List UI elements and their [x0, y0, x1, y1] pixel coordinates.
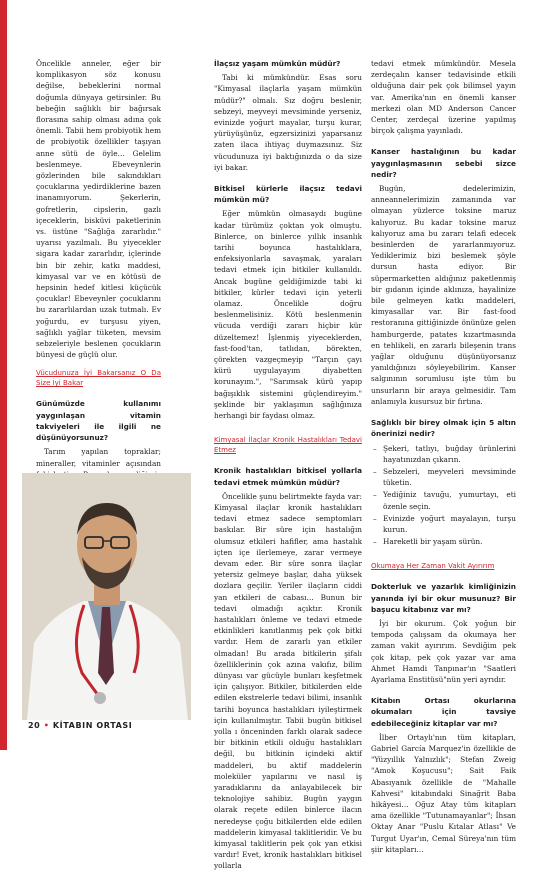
col3-answer-continued: tedavi etmek mümkündür. Mesela zerdeçalın kanser tedavisinde etkili olduğuna dair pek çok bilimsel yayın var. Amerika'nın en önemli kanser merkezi olan MD Anderson Cancer Center, zerdeçal üzerine yapılmış birçok çalışma yayınladı. — [371, 59, 516, 136]
col2-subtitle: Kimyasal İlaçlar Kronik Hastalıkları Tedavi Etmez — [214, 436, 362, 455]
page-number: 20 — [28, 721, 41, 730]
col2-answer-2: Eğer mümkün olmasaydı bugüne kadar türümüz çoktan yok olmuştu. Binlerce, on binlerce yıllık insanlık tarihi boyunca hastalıklara, enfeksiyonlarla savaşmak, yaraları tedavi etmek için bitkiler kullanıldı. Ancak bugüne geldiğimizde tabi ki bitkiler, kürler tedavi için yeterli olamaz. Öncelikle doğru beslenmelisiniz. Kötü beslenmenin vücuda verdiği zararı hiçbir kür düzeltemez! İşlenmiş yiyeceklerden, fast-food'tan, tatlıdan, börekten, çörekten vazgeçmeyip "Tarçın çayı kürü uygulayayım diyabetten korunayım.", "Sarımsak kürü yapıp bağışıklık sistemini güçlendireyim." şeklinde bir yaklaşımın sağlığınıza herhangi bir faydası olmaz. — [214, 209, 362, 421]
col2-answer-1: Tabi ki mümkündür. Esas soru "Kimyasal ilaçlarla yaşam mümkün müdür?" olmalı. Sız doğru beslenir, sebzeyi, meyveyi mevsiminde yerseniz, evinizde yoğurt mayalar, turşu kurar, yürüyüşünüz, egzersizinizi yaparsanız zaten ilaca ihtiyaç duymazsınız. Siz vücudunuza iyi baktığınızda o da size iyi bakar. — [214, 73, 362, 172]
golden-tips-list — [371, 443, 516, 548]
list-item: – Yediğiniz tavuğu, yumurtayı, eti özenle seçin. — [371, 489, 516, 511]
col3-subtitle: Okumaya Her Zaman Vakit Ayırırım — [371, 562, 495, 571]
col3-question-3: Dokterluk ve yazarlık kimliğinizin yanında iyi bir okur musunuz? Bir başucu kitabınız var mı? — [371, 582, 516, 614]
col2-question-2: Bitkisel kürlerle ilaçsız tedavi mümkün mü? — [214, 184, 362, 205]
list-item: – Hareketli bir yaşam sürün. — [371, 536, 516, 547]
column-2 — [214, 58, 362, 880]
col1-question-1: Günümüzde kullanımı yaygınlaşan vitamin takviyeleri ile ilgili ne düşünüyorsunuz? — [36, 399, 161, 443]
col1-subtitle: Vücudunuza İyi Bakarsanız O Da Size İyi Bakar — [36, 369, 161, 388]
col3-answer-1: Bugün, dedelerimizin, anneannelerimizin zamanında var olmayan yüzlerce toksine maruz kalıyoruz. Bu kadar toksine maruz kalıyoruz ama bu zararı telafi edecek besinlerden de yararlanmıyoruz. Yediklerimiz bizi beslemek şöyle dursun hasta ediyor. Bir süpermarketten aldığınız paketlenmiş bir gıdanın içinde aklınıza, hayalinize bile gelmeyen katkı maddeleri, kimyasallar var. Bir fast-food restoranına gittiğinizde önünüze gelen hamburgerde, patates kızartmasında en tehlikeli, en zararlı bileşenin trans yağlar olduğunu düşünüyorsanız yanıldığınızı söyleyebilirim. Kanser salgınının sorumlusu işte tüm bu unsurların bir araya gelmesidir. Tam anlamıyla kusursuz bir fırtına. — [371, 184, 516, 406]
publication-name: KİTABIN ORTASI — [52, 721, 133, 730]
col3-answer-3: İyi bir okurum. Çok yoğun bir tempoda çalışsam da okumaya her zaman vakit ayırırım. Sevdiğim pek çok kitap, pek çok yazar var ama Ahmet Hamdi Tanpınar'ın "Saatleri Ayarlama Enstitüsü"nün yeri ayrıdır. — [371, 618, 516, 684]
col1-intro: Öncelikle anneler, eğer bir komplikasyon söz konusu değilse, bebeklerini normal doğumla dünyaya getirsinler. Bu bebeğin sağlıklı bir bağırsak florasına sahip olması adına çok önemli. Tabii hem probiyotik hem de probiyotik özellikler taşıyan anne sütü de öyle… Gelelim beslenmeye. Ebeveynlerin gözlerinden bile sakındıkları çocuklarına yedirdiklerine bazen inanamıyorum. Şekerlerin, gofretlerin, cipslerin, gazlı içeceklerin, bisküvi paketlerinin vs. üstüne "Sağlığa zararlıdır." uyarısı yazılmalı. Bu yiyecekler sigara kadar zararlıdır, içlerinde bin bir zehir, katkı maddesi, kimyasal var ve en kötüsü de hepsinin hedef kitlesi küçücük çocuklar! Ebeveynler çocuklarını bu zararlılardan uzak tutmalı. Ev yoğurdu, ev turşusu yiyen, sağlıklı yağlar tüketen, mevsim sebzeleriyle beslenen çocukların bünyesi de güçlü olur. — [36, 59, 161, 360]
col1-answer-1: Tarım yapılan topraklar; mineraller, vitaminler açısından — [36, 447, 161, 468]
separator-dot-icon: • — [43, 721, 50, 730]
author-photo — [22, 473, 191, 720]
list-item: – Evinizde yoğurt mayalayın, turşu kurun. — [371, 513, 516, 535]
doctor-portrait-image — [22, 473, 191, 720]
list-item: – Şekeri, tatlıyı, buğday ürünlerini hayatınızdan çıkarın. — [371, 443, 516, 465]
page-footer — [28, 721, 132, 730]
col3-question-1: Kanser hastalığının bu kadar yaygınlaşmasının sebebi sizce nedir? — [371, 147, 516, 179]
col2-question-1: İlaçsız yaşam mümkün müdür? — [214, 59, 341, 68]
col2-answer-3: Öncelikle şunu belirtmekte fayda var: Kimyasal ilaçlar kronik hastalıkları tedavi etmez sadece semptomları baskılar. Bir süre için hastalığın olumsuz etkileri hafifler, ama hastalık içten içe ilerlemeye, zarar vermeye devam eder. Bir süre sonra ilaçlar yetersiz gelmeye başlar, daha yüksek dozlara geçilir. Yeriler ilaçların ciddi yan etkileri de cabası… Bunun bir tedavi olmadığı açıktır. Kronik hastalıkları önleme ve tedavi etmede etkinlikleri kanıtlanmış pek çok bitki vardır. Hem de zararlı yan etkiler olmadan! Bu arada bitkilerin şifalı özelliklerinin çok azına vakıfız, bilim dünyası var gücüyle bunları keşfetmek için çalışıyor. Bitkiler, bitkilerden elde edilen ekstrelerle tedavi bilimi, insanlık tarihi boyunca hastalıkları iyileştirmek için kullanılmıştır. Tabii bugün bitkisel yolla ı önceninden farklı olarak sadece bir bitkinin etkili olduğu hastalıkları değil, bu bitkinin içindeki aktif maddeleri, bu aktif maddelerin moleküler yapılarını ve nasıl iş yaradıklarını da anlayabilecek bir teknolojiye sahibiz. Bugün yaygın olarak reçete edilen binlerce ilacın neredeyse çoğu bitkilerden elde edilen maddelerin kimyasal taklitleridir. Ve bu kimyasal taklitlerin pek çok yan etkisi vardır! Evet, kronik hastalıkları bitkisel yollarla — [214, 491, 362, 871]
column-3 — [371, 58, 516, 863]
col3-question-4: Kitabın Ortası okurlarına okumaları için tavsiye edebileceğiniz kitaplar var mı? — [371, 696, 516, 728]
col2-question-3: Kronik hastalıkları bitkisel yollarla tedavi etmek mümkün müdür? — [214, 466, 362, 487]
col3-answer-4: İlber Ortaylı'nın tüm kitapları, Gabriel García Marquez'in özellikle de "Yüzyıllık Yalnızlık"; Stefan Zweig "Amok Koşucusu"; Sait Faik Abasıyanık özellikle de "Mahalle Kahvesi" kitabındaki Sinağrit Baba hikâyesi… Oğuz Atay tüm kitapları ama özellikle "Tutunamayanlar"; İhsan Oktay Anar "Puslu Kıtalar Atlası" Ve Turgut Uyar'ın, Cemal Süreya'nın tüm şiir kitapları… — [371, 732, 516, 854]
page-edge-bar — [0, 0, 7, 750]
list-item: – Sebzeleri, meyveleri mevsiminde tüketin. — [371, 466, 516, 488]
col3-question-2: Sağlıklı bir birey olmak için 5 altın önerinizi nedir? — [371, 418, 516, 439]
